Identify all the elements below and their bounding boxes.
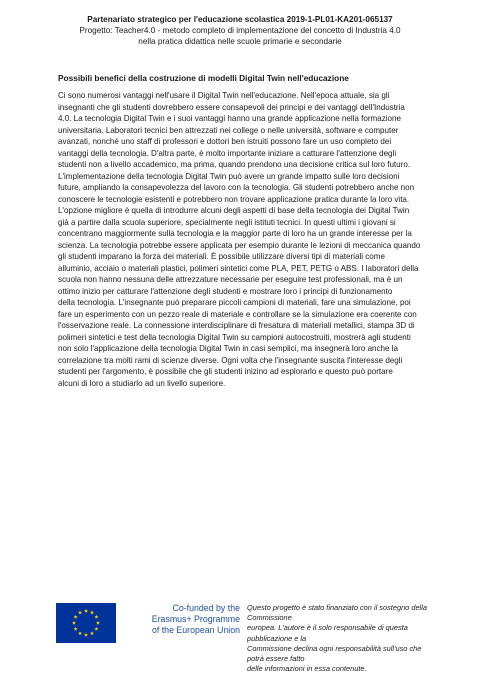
- cofund-line: Erasmus+ Programme: [151, 614, 240, 624]
- cofund-text: [124, 603, 240, 636]
- body-line: avanzati, nonché uno staff di professori e dottori ben istruiti possono fare un uso completo dei: [58, 137, 392, 146]
- disclaimer-line: europea. L'autore è il solo responsabile di questa pubblicazione e la: [247, 623, 408, 643]
- body-line: polimeri sintetici e test della tecnologia Digital Twin su campioni autocostruiti, mostrerà agli studenti: [58, 332, 411, 342]
- body-line: concentrano maggiormente sulla tecnologia e la maggior parte di loro ha un grande interesse per la: [58, 229, 412, 238]
- disclaimer-line: Questo progetto è stato finanziato con il sostegno della Commissione: [247, 603, 427, 623]
- body-line: studenti non a livello accademico, ma prima, quando prendono una decisione critica sul loro futuro.: [58, 160, 411, 169]
- body-line: fare un esperimento con un pezzo reale di materiale e controllare se la simulazione era coerente con: [58, 309, 417, 319]
- disclaimer-line: delle informazioni in essa contenute.: [247, 664, 367, 674]
- body-line: 4.0. La tecnologia Digital Twin e i suoi vantaggi hanno una grande applicazione nella formazione: [58, 114, 401, 123]
- eu-disclaimer: [247, 603, 437, 674]
- body-line: scienza. La tecnologia potrebbe essere applicata per esempio durante le lezioni di meccanica quando: [58, 240, 421, 250]
- body-line: L'opzione migliore è quella di introdurre alcuni degli aspetti di base della tecnologia dei Digital Twin: [58, 206, 410, 215]
- cofund-line: Co-funded by the: [172, 603, 240, 613]
- body-line: studenti per l'argomento, è possibile che gli studenti inizino ad esplorarlo e questo può portare: [58, 367, 393, 376]
- document-footer: [56, 601, 436, 674]
- header-partnership-line: Partenariato strategico per l'educazione scolastica 2019-1-PL01-KA201-065137: [87, 15, 393, 24]
- eu-flag-icon: [56, 603, 116, 643]
- body-line: Ci sono numerosi vantaggi nell'usare il Digital Twin nell'educazione. Nell'epoca attuale, sia gli: [58, 91, 390, 100]
- header-project-subline: nella pratica didattica nelle scuole primarie e secondarie: [138, 37, 342, 46]
- body-line: scuola non hanno nessuna delle attrezzature necessarie per eseguire test professionali, ma è un: [58, 275, 403, 284]
- body-line: universitaria. Laboratori tecnici ben attrezzati nei college o nelle università, software e computer: [58, 125, 399, 135]
- body-line: alcuni di loro a studiarlo ad un livello superiore.: [58, 378, 226, 388]
- disclaimer-line: Commissione declina ogni responsabilità sull'uso che potrà essere fatto: [247, 643, 422, 664]
- body-line: insegnanti che gli studenti dovrebbero essere consapevoli dei principi e dei vantaggi dell'Industria: [58, 102, 405, 112]
- body-line: conoscere le tecnologie esistenti e potrebbero non trovare applicazione pratica durante la loro vita.: [58, 194, 410, 204]
- body-line: future, ampliando la consapevolezza del lavoro con la tecnologia. Gli studenti potrebbero anche non: [58, 183, 415, 192]
- cofund-line: of the European Union: [151, 625, 240, 635]
- body-line: già a partire dalla scuola superiore, specialmente negli istituti tecnici. In questi ultimi i giovani si: [58, 217, 396, 227]
- body-line: L'implementazione della tecnologia Digital Twin può avere un grande impatto sulle loro decisioni: [58, 171, 400, 181]
- body-line: correlazione tra molti rami di scienze diverse. Ogni volta che l'insegnante suscita l'interesse degli: [58, 355, 403, 365]
- section-title: Possibili benefici della costruzione di modelli Digital Twin nell'educazione: [58, 73, 349, 83]
- header-project-line: Progetto: Teacher4.0 - metodo completo di implementazione del concetto di Industria 4.0: [79, 26, 401, 35]
- body-paragraph: [58, 90, 426, 389]
- body-line: non solo l'applicazione della tecnologia Digital Twin in casi semplici, ma insegnerà loro anche la: [58, 344, 398, 353]
- body-line: l'osservazione reale. La connessione interdisciplinare di fresatura di materiali metallici, stampa 3D di: [58, 321, 415, 330]
- body-line: gli studenti imparano la forza dei materiali. È possibile utilizzare diversi tipi di materiali come: [58, 252, 385, 261]
- body-line: della tecnologia. L'insegnante può preparare piccoli campioni di materiali, fare una simulazione, poi: [58, 298, 411, 307]
- body-line: alluminio, acciaio o materiali plastici, polimeri sintetici come PLA, PET, PETG o ABS. I laboratori della: [58, 263, 419, 273]
- body-line: vantaggi della tecnologia. D'altra parte, è molto importante iniziare a catturare l'attenzione degli: [58, 148, 397, 158]
- body-line: ottimo inizio per catturare l'attenzione degli studenti e mostrare loro i principi di funzionamento: [58, 286, 393, 296]
- document-header: [0, 14, 480, 47]
